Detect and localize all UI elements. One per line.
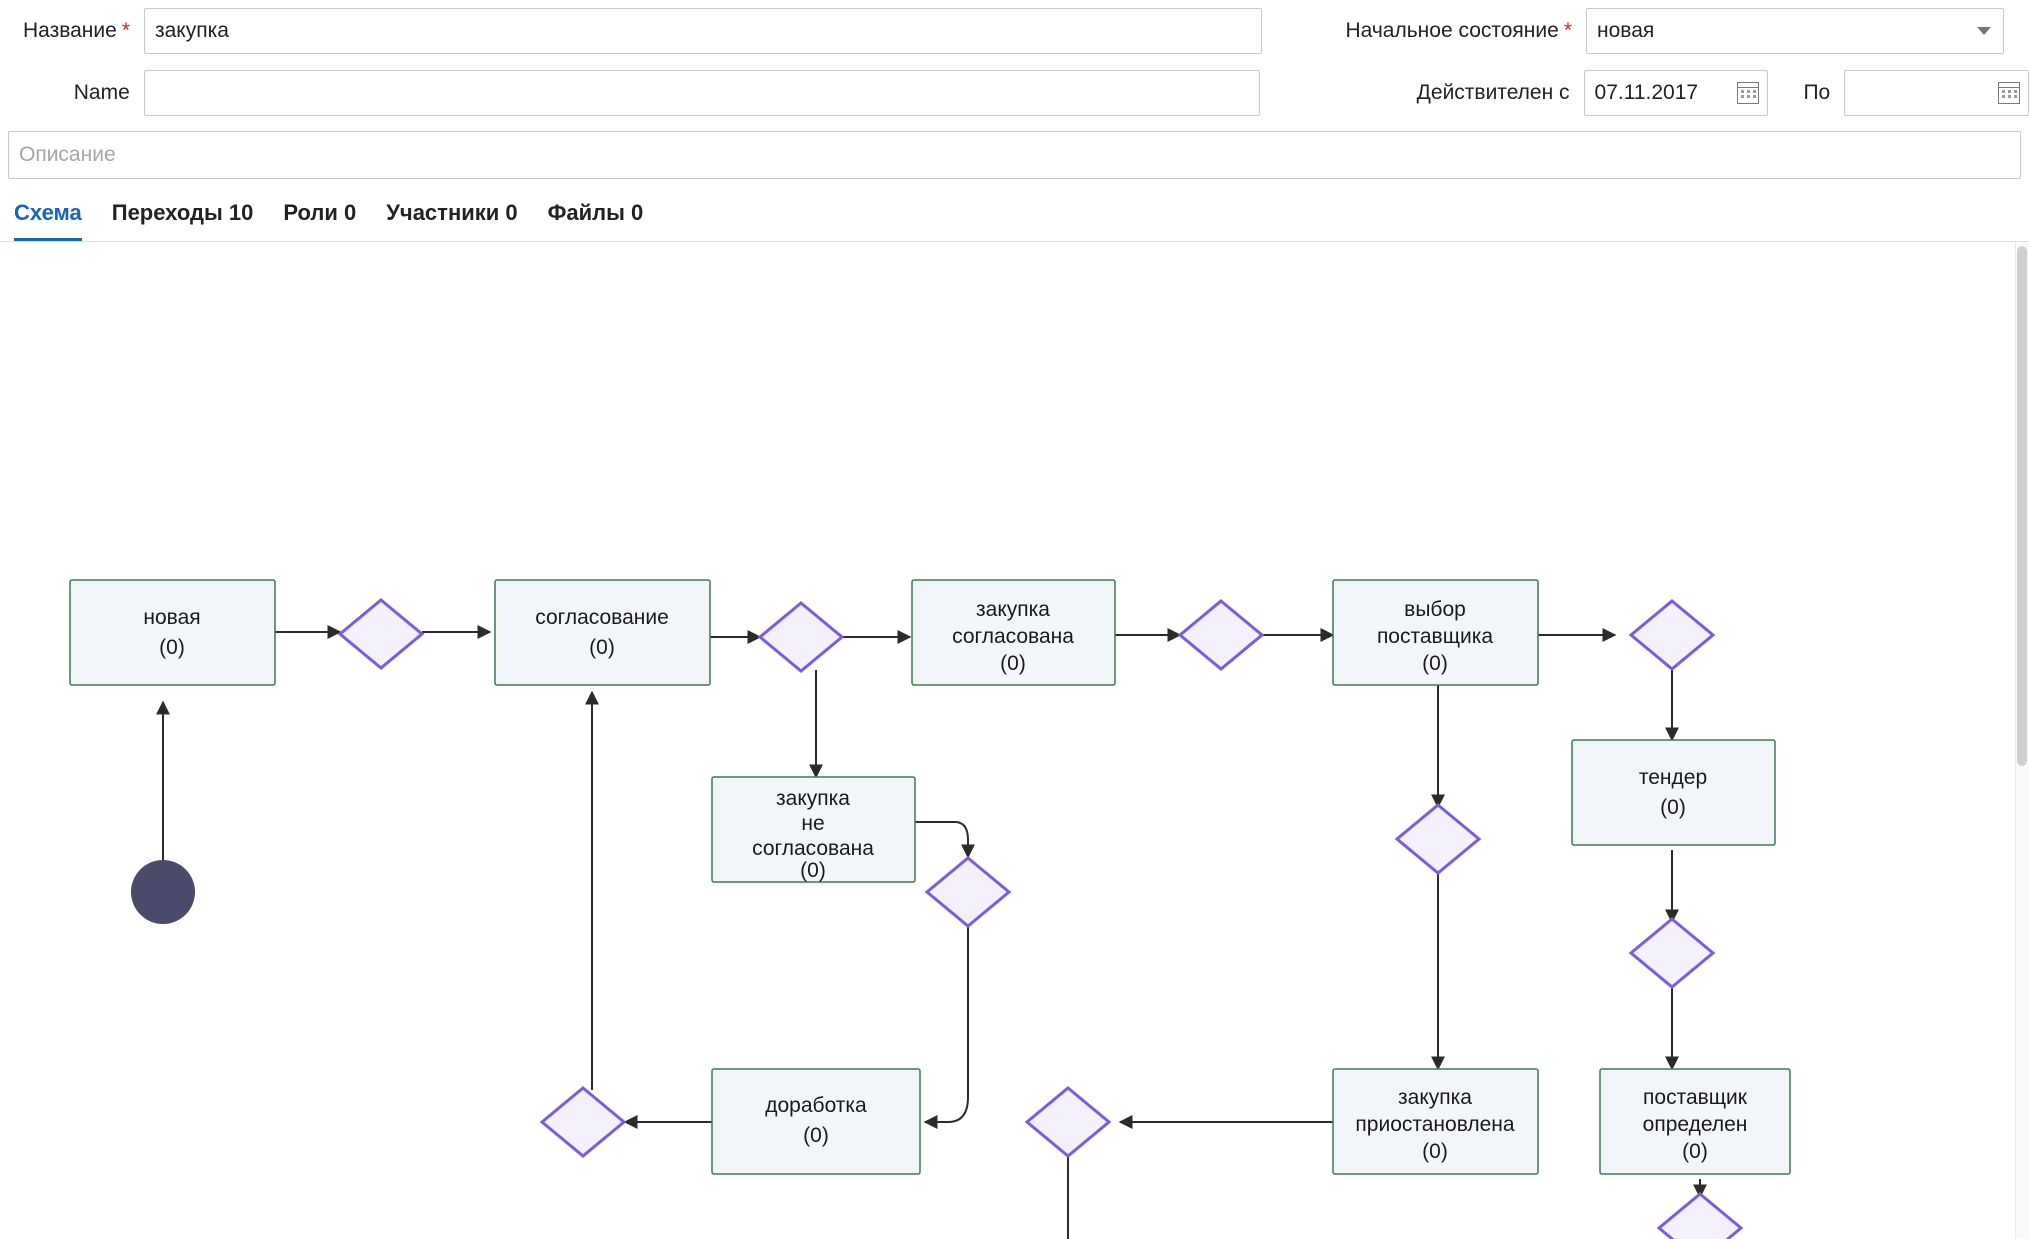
name-required-marker: * — [121, 19, 130, 42]
gateway-1[interactable] — [340, 600, 422, 668]
valid-from-label-text: Действителен с — [1416, 81, 1570, 104]
tab-perehody[interactable]: Переходы 10 — [111, 200, 254, 225]
scrollbar-thumb[interactable] — [2017, 246, 2027, 766]
diagram-canvas[interactable] — [0, 242, 2029, 1239]
valid-to-label-text: По — [1803, 81, 1831, 104]
initial-state-select[interactable] — [1586, 8, 2004, 54]
name-input[interactable] — [144, 8, 1262, 54]
calendar-icon[interactable] — [1998, 82, 2020, 104]
initial-state-label — [1282, 19, 1572, 43]
start-event[interactable] — [131, 860, 195, 924]
initial-state-value: новая — [1597, 19, 1655, 42]
calendar-icon[interactable] — [1737, 82, 1759, 104]
valid-from-input[interactable] — [1584, 70, 1769, 116]
svg-text:выбор: выбор — [1404, 598, 1466, 621]
node-soglasovanie[interactable] — [495, 580, 710, 685]
svg-text:закупка: закупка — [1398, 1086, 1472, 1109]
node-zakupka-ne-soglasovana[interactable] — [712, 777, 915, 882]
tab-bar — [0, 186, 2029, 242]
initial-state-label-text: Начальное состояние — [1345, 19, 1559, 42]
gateway-2[interactable] — [760, 603, 842, 671]
node-zakupka-soglasovana[interactable] — [912, 580, 1115, 685]
node-tender[interactable] — [1572, 740, 1775, 845]
svg-text:доработка: доработка — [765, 1094, 867, 1117]
svg-text:(0): (0) — [1422, 652, 1448, 675]
gateway-3[interactable] — [1180, 601, 1262, 669]
valid-from-label — [1370, 81, 1570, 105]
svg-text:закупка: закупка — [976, 598, 1050, 621]
name-en-label-text: Name — [73, 81, 130, 104]
svg-text:новая: новая — [143, 606, 201, 629]
node-dorabotka[interactable] — [712, 1069, 920, 1174]
name-label-text: Название — [22, 19, 117, 42]
gateway-6[interactable] — [1631, 919, 1713, 987]
tab-fajly[interactable]: Файлы 0 — [547, 200, 644, 225]
tab-shema[interactable]: Схема — [14, 200, 82, 241]
svg-text:(0): (0) — [803, 1124, 829, 1147]
description-placeholder: Описание — [19, 143, 116, 166]
gateway-7[interactable] — [1659, 1194, 1741, 1239]
initial-state-required-marker: * — [1563, 19, 1572, 42]
svg-text:определен: определен — [1642, 1113, 1748, 1136]
svg-text:(0): (0) — [1422, 1140, 1448, 1163]
gateway-5[interactable] — [1397, 805, 1479, 873]
tab-uchastniki[interactable]: Участники 0 — [386, 200, 518, 225]
vertical-scrollbar[interactable] — [2015, 242, 2029, 1239]
svg-text:тендер: тендер — [1638, 766, 1708, 789]
chevron-down-icon[interactable] — [1977, 27, 1991, 35]
svg-text:(0): (0) — [589, 636, 615, 659]
svg-text:приостановлена: приостановлена — [1355, 1113, 1515, 1136]
valid-from-value: 07.11.2017 — [1594, 81, 1699, 104]
name-input-value: закупка — [155, 19, 229, 42]
name-en-label — [0, 81, 130, 105]
workflow-diagram — [0, 242, 2015, 1239]
svg-text:согласование: согласование — [535, 606, 669, 629]
gateway-8[interactable] — [927, 858, 1009, 926]
svg-text:согласована: согласована — [952, 625, 1074, 648]
svg-text:не: не — [801, 812, 825, 835]
svg-text:закупка: закупка — [776, 787, 850, 810]
tab-roli[interactable]: Роли 0 — [283, 200, 357, 225]
svg-text:(0): (0) — [1660, 796, 1686, 819]
svg-text:(0): (0) — [1682, 1140, 1708, 1163]
workflow-form — [0, 0, 2029, 186]
form-row-name-en — [0, 62, 2029, 124]
svg-text:поставщика: поставщика — [1376, 625, 1494, 648]
edge-ne-soglasovana-gw8 — [915, 822, 968, 857]
svg-text:(0): (0) — [159, 636, 185, 659]
edge-gw8-to-merge — [925, 920, 968, 1122]
node-novaya[interactable] — [70, 580, 275, 685]
description-input[interactable] — [8, 131, 2021, 179]
form-row-description — [0, 124, 2029, 186]
node-vybor-postavshchika[interactable] — [1333, 580, 1538, 685]
valid-to-input[interactable] — [1844, 70, 2029, 116]
svg-text:согласована: согласована — [752, 837, 874, 860]
node-zakupka-priostanovlena[interactable] — [1333, 1069, 1538, 1174]
svg-text:(0): (0) — [800, 859, 826, 882]
valid-to-label — [1786, 81, 1830, 105]
svg-text:(0): (0) — [1000, 652, 1026, 675]
name-label — [0, 19, 130, 43]
gateway-4[interactable] — [1631, 601, 1713, 669]
form-row-name — [0, 0, 2029, 62]
name-en-input[interactable] — [144, 70, 1260, 116]
node-postavshchik-opredelen[interactable] — [1600, 1069, 1790, 1174]
svg-text:поставщик: поставщик — [1643, 1086, 1747, 1109]
gateway-10[interactable] — [542, 1088, 624, 1156]
gateway-9[interactable] — [1027, 1088, 1109, 1156]
